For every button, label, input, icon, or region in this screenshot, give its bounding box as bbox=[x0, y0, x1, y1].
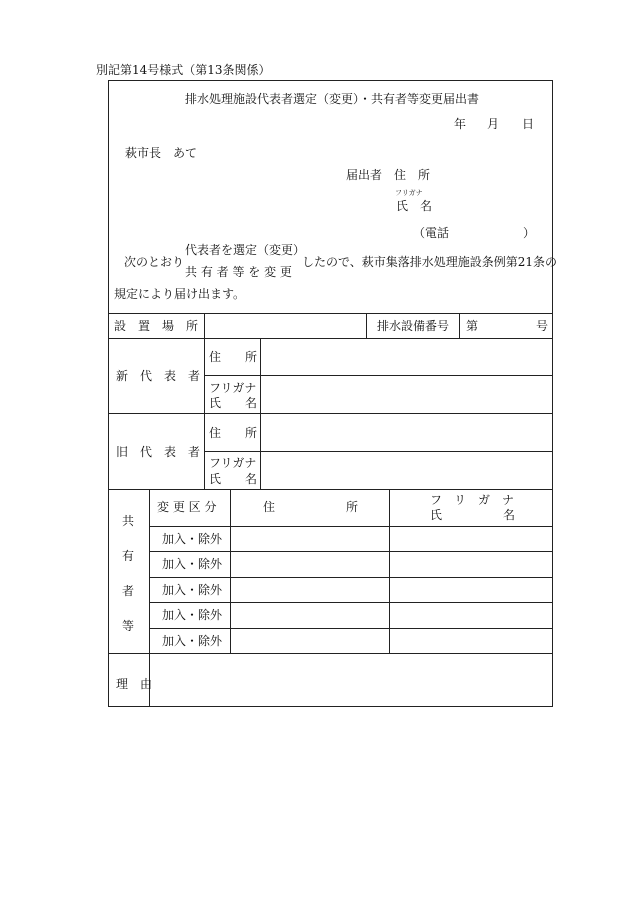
notifier-label: 届出者 bbox=[346, 168, 383, 182]
co-owner-row-5-name[interactable] bbox=[390, 629, 552, 652]
form-title: 排水処理施設代表者選定（変更）・共有者等変更届出書 bbox=[185, 92, 480, 106]
notifier-name-label: 氏 名 bbox=[396, 199, 433, 213]
new-rep-address-field[interactable] bbox=[261, 339, 552, 374]
reason-label: 理 由 bbox=[116, 677, 153, 691]
co-owner-row-2-type[interactable]: 加入・除外 bbox=[162, 557, 223, 571]
co-owner-row-3-name[interactable] bbox=[390, 578, 552, 601]
co-owner-row-4-name[interactable] bbox=[390, 603, 552, 627]
date-month: 月 bbox=[487, 117, 500, 131]
change-type-header: 変 更 区 分 bbox=[157, 500, 217, 514]
drain-number-suffix: 号 bbox=[536, 319, 549, 333]
name-header-2: 名 bbox=[503, 508, 516, 522]
co-owner-row-3-type[interactable]: 加入・除外 bbox=[162, 583, 223, 597]
address-header-2: 所 bbox=[346, 500, 359, 514]
old-rep-name-label: 氏 名 bbox=[209, 472, 258, 486]
notifier-furigana-label: フリガナ bbox=[395, 189, 423, 197]
option-change-co-owners: 共 有 者 等 を 変 更 bbox=[185, 265, 292, 279]
name-header-1: 氏 bbox=[430, 508, 443, 522]
old-rep-address-field[interactable] bbox=[261, 414, 552, 450]
location-field[interactable] bbox=[205, 314, 365, 337]
address-header-1: 住 bbox=[263, 500, 276, 514]
co-owner-char-4: 等 bbox=[122, 619, 135, 633]
co-owner-char-1: 共 bbox=[122, 514, 135, 528]
co-owner-row-4-address[interactable] bbox=[231, 603, 388, 627]
co-owner-row-1-type[interactable]: 加入・除外 bbox=[162, 532, 223, 546]
location-label: 設 置 場 所 bbox=[114, 319, 199, 333]
co-owner-row-2-name[interactable] bbox=[390, 552, 552, 576]
phone-open: （電話 bbox=[413, 226, 450, 240]
new-rep-furigana-label: フリガナ bbox=[209, 381, 257, 395]
furigana-header: フ リ ガ ナ bbox=[430, 493, 515, 507]
date-day: 日 bbox=[522, 117, 535, 131]
co-owner-row-1-address[interactable] bbox=[231, 527, 388, 550]
date-year: 年 bbox=[454, 117, 467, 131]
body-text-line2: 規定により届け出ます。 bbox=[114, 287, 246, 301]
form-number: 別記第14号様式（第13条関係） bbox=[96, 63, 271, 77]
old-rep-furigana-label: フリガナ bbox=[209, 456, 257, 470]
old-rep-name-field[interactable] bbox=[261, 452, 552, 488]
addressee: 萩市長 あて bbox=[125, 146, 198, 160]
new-rep-label: 新 代 表 者 bbox=[116, 369, 201, 383]
old-rep-label: 旧 代 表 者 bbox=[116, 445, 201, 459]
co-owner-row-3-address[interactable] bbox=[231, 578, 388, 601]
body-text: したので、萩市集落排水処理施設条例第21条の bbox=[302, 255, 558, 269]
co-owner-row-5-address[interactable] bbox=[231, 629, 388, 652]
co-owner-char-3: 者 bbox=[122, 584, 135, 598]
co-owner-row-4-type[interactable]: 加入・除外 bbox=[162, 608, 223, 622]
body-lead: 次のとおり bbox=[124, 255, 185, 269]
drain-number-label: 排水設備番号 bbox=[377, 319, 450, 333]
drain-number-prefix: 第 bbox=[466, 319, 479, 333]
new-rep-address-label: 住 所 bbox=[209, 350, 258, 364]
co-owner-row-2-address[interactable] bbox=[231, 552, 388, 576]
new-rep-name-field[interactable] bbox=[261, 376, 552, 412]
old-rep-address-label: 住 所 bbox=[209, 426, 258, 440]
new-rep-name-label: 氏 名 bbox=[209, 396, 258, 410]
co-owner-row-1-name[interactable] bbox=[390, 527, 552, 550]
co-owner-char-2: 有 bbox=[122, 549, 135, 563]
drain-number-field[interactable] bbox=[480, 314, 535, 337]
phone-close: ） bbox=[523, 226, 536, 240]
reason-field[interactable] bbox=[150, 654, 552, 705]
co-owner-row-5-type[interactable]: 加入・除外 bbox=[162, 634, 223, 648]
notifier-address-label: 住 所 bbox=[394, 168, 431, 182]
option-select-rep: 代表者を選定（変更） bbox=[185, 243, 306, 257]
